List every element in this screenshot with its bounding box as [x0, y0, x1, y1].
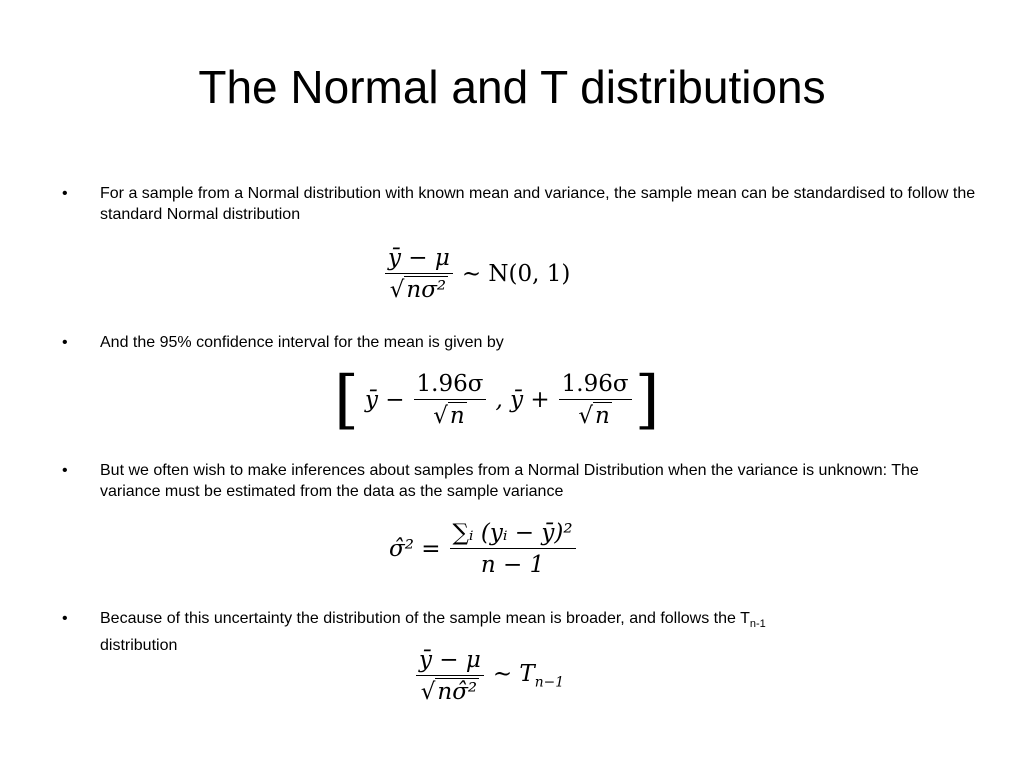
formula-relation: ∼ N(0, 1): [461, 261, 571, 287]
fraction-denominator: [430, 400, 469, 429]
fraction-numerator: ȳ − μ: [416, 647, 484, 676]
left-bracket-icon: [: [334, 363, 359, 437]
fraction-numerator: 1.96σ: [559, 371, 632, 400]
formula-relation: [493, 661, 564, 691]
formula-lhs: σ̂² =: [389, 536, 441, 562]
relation-main: ∼ T: [492, 661, 535, 688]
fraction-left: [414, 371, 487, 429]
sqrt-body: n: [595, 403, 610, 429]
bullet-text-subscript: n-1: [749, 618, 766, 631]
sqrt-icon: √: [578, 403, 594, 429]
fraction-numerator: 1.96σ: [414, 371, 487, 400]
bullet-text: For a sample from a Normal distribution with known mean and variance, the sample mean can be standardised to follow the standard Normal distribution: [100, 185, 976, 223]
sqrt-icon: √: [433, 403, 448, 429]
sqrt-body: n: [449, 403, 465, 429]
sqrt-icon: √: [420, 679, 436, 705]
formula-t-distribution: [413, 647, 570, 705]
fraction-right: [559, 371, 632, 429]
fraction-denominator: [575, 400, 614, 429]
fraction-numerator: ȳ − μ: [385, 245, 453, 274]
sqrt-body: nσ²: [406, 277, 447, 303]
right-bracket-icon: ]: [634, 363, 660, 437]
interval-separator: , ȳ +: [495, 387, 550, 413]
fraction-denominator: [387, 274, 451, 303]
formula-sample-variance: [383, 520, 579, 578]
fraction-denominator: [418, 676, 482, 705]
formula-standard-normal: [382, 245, 576, 303]
fraction: [416, 647, 484, 705]
fraction-denominator: n − 1: [480, 552, 545, 578]
bullet-dot: •: [62, 610, 68, 627]
fraction-numerator: ∑ᵢ (yᵢ − ȳ)²: [450, 520, 576, 549]
bullet-dot: •: [62, 334, 68, 351]
bullet-text: And the 95% confidence interval for the mean is given by: [100, 334, 504, 351]
sqrt-icon: √: [389, 277, 405, 303]
bullet-text: But we often wish to make inferences about samples from a Normal Distribution when the variance is unknown: The variance must be estimated from the data as the sample variance: [100, 462, 919, 500]
bullet-text-main: Because of this uncertainty the distribution of the sample mean is broader, and follows the T: [100, 610, 750, 627]
slide-title: The Normal and T distributions: [198, 61, 826, 113]
interval-left-term: ȳ −: [364, 387, 405, 413]
bullet-text-tail: distribution: [100, 637, 178, 655]
fraction: [385, 245, 453, 303]
fraction: [450, 520, 576, 578]
bullet-dot: •: [62, 462, 68, 479]
sqrt-body: nσ̂²: [437, 679, 478, 705]
bullet-dot: •: [62, 185, 68, 202]
relation-subscript: n−1: [534, 674, 565, 691]
formula-confidence-interval: [334, 363, 660, 437]
